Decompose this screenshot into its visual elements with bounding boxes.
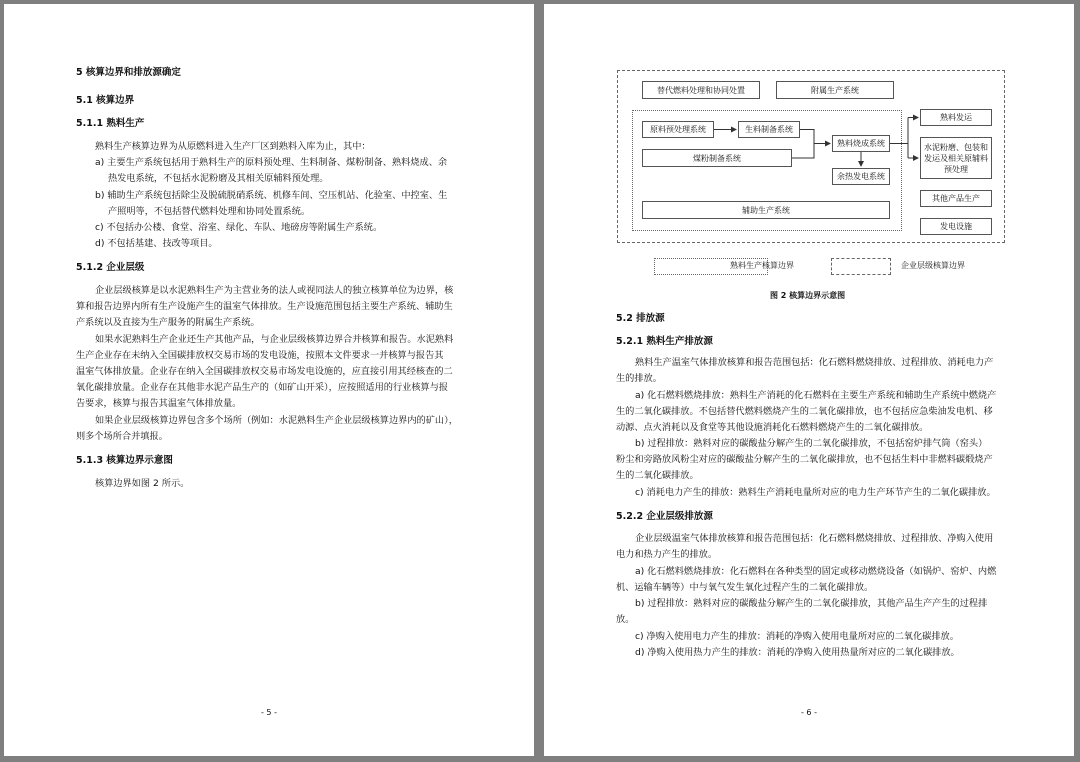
list-item-line: 机、运输车辆等）中与氧气发生氧化过程产生的二氧化碳排放。 [616,582,874,593]
paragraph-line: 熟料生产核算边界为从原燃料进入生产厂区到熟料入库为止，其中： [95,141,371,152]
subsection-heading: 5.2.1 熟料生产排放源 [616,336,713,347]
list-item-line: a) 化石燃料燃烧排放：化石燃料在各种类型的固定或移动燃烧设备（如锅炉、窑炉、内燃 [635,566,997,577]
clinker-shipping-box: 熟料发运 [920,109,992,126]
paragraph-line: 温室气体排放量。企业存在纳入全国碳排放权交易市场发电设施的，应直接引用其经核查的二 [76,366,453,377]
coal-mill-box: 煤粉制备系统 [642,149,792,167]
subsection-heading: 5.1.3 核算边界示意图 [76,455,173,466]
list-item-line: 热发电系统，不包括水泥粉磨及其相关原辅料预处理。 [108,173,329,184]
cement-grinding-box: 水泥粉磨、包装和发运及相关原辅料预处理 [920,137,992,179]
paragraph-line: 核算边界如图 2 所示。 [95,478,190,489]
section-heading: 5 核算边界和排放源确定 [76,67,181,78]
raw-meal-box: 生料制备系统 [738,121,800,138]
list-item-line: c) 消耗电力产生的排放：熟料生产消耗电量所对应的电力生产环节产生的二氧化碳排放。 [635,487,996,498]
power-facility-box: 发电设施 [920,218,992,235]
paragraph-line: 产系统以及直接为生产服务的附属生产系统。 [76,317,260,328]
legend-enterprise-swatch [831,258,891,275]
kiln-box: 熟料烧成系统 [832,135,890,152]
aux-production-box: 附属生产系统 [776,81,894,99]
list-item-line: c) 净购入使用电力产生的排放：消耗的净购入使用电量所对应的二氧化碳排放。 [635,631,959,642]
page-number: - 6 - [801,708,817,717]
list-item-line: 粉尘和旁路放风粉尘对应的碳酸盐分解产生的二氧化碳排放，也不包括生料中非燃料碳煅烧产 [616,454,993,465]
subsection-heading: 5.1 核算边界 [76,95,135,106]
subsection-heading: 5.2.2 企业层级排放源 [616,511,713,522]
waste-heat-box: 余热发电系统 [832,168,890,185]
other-products-box: 其他产品生产 [920,190,992,207]
legend-enterprise-label: 企业层级核算边界 [901,261,965,270]
page-number: - 5 - [261,708,277,717]
paragraph-line: 氧化碳排放量。企业存在其他非水泥产品生产的（如矿山开采），应按照适用的行业核算与报 [76,382,449,393]
paragraph-line: 算和报告边界内所有生产设施产生的温室气体排放。生产设施范围包括主要生产系统、辅助生 [76,301,453,312]
paragraph-line: 如果企业层级核算边界包含多个场所（例如：水泥熟料生产企业层级核算边界内的矿山）， [95,415,458,426]
list-item-line: 生的二氧化碳排放。 [616,470,699,481]
figure-caption: 图 2 核算边界示意图 [770,291,846,300]
list-item-line: a) 主要生产系统包括用于熟料生产的原料预处理、生料制备、煤粉制备、熟料烧成、余 [95,157,448,168]
paragraph-line: 如果水泥熟料生产企业还生产其他产品，与企业层级核算边界合并核算和报告。水泥熟料 [95,334,454,345]
paragraph-line: 生的排放。 [616,373,662,384]
list-item-line: b) 过程排放：熟料对应的碳酸盐分解产生的二氧化碳排放，其他产品生产产生的过程排 [635,598,988,609]
diagram-arrows [544,4,1074,304]
list-item-line: b) 过程排放：熟料对应的碳酸盐分解产生的二氧化碳排放，不包括窑炉排气筒（窑头） [635,438,988,449]
subsection-heading: 5.1.1 熟料生产 [76,118,145,129]
paragraph-line: 生产企业存在未纳入全国碳排放权交易市场的发电设施，按照本文件要求一并核算与报告其 [76,350,444,361]
paragraph-line: 则多个场所合并填报。 [76,431,168,442]
paragraph-line: 电力和热力产生的排放。 [616,549,718,560]
document-page-5 [4,4,534,756]
list-item-line: 动源、点火消耗以及食堂等其他设施消耗化石燃料燃烧产生的二氧化碳排放。 [616,422,929,433]
aux-system-box: 辅助生产系统 [642,201,890,219]
list-item-line: b) 辅助生产系统包括除尘及脱硫脱硝系统、机修车间、空压机站、化验室、中控室、生 [95,190,448,201]
paragraph-line: 企业层级温室气体排放核算和报告范围包括：化石燃料燃烧排放、过程排放、净购入使用 [635,533,994,544]
list-item-line: c) 不包括办公楼、食堂、浴室、绿化、车队、地磅房等附属生产系统。 [95,222,383,233]
raw-preprocessing-box: 原料预处理系统 [642,121,714,138]
list-item-line: 生的二氧化碳排放。不包括替代燃料燃烧产生的二氧化碳排放，也不包括应急柴油发电机、移 [616,406,993,417]
list-item-line: d) 不包括基建、技改等项目。 [95,238,218,249]
paragraph-line: 企业层级核算是以水泥熟料生产为主营业务的法人或视同法人的独立核算单位为边界，核 [95,285,454,296]
paragraph-line: 告要求，核算与报告其温室气体排放量。 [76,398,242,409]
list-item-line: a) 化石燃料燃烧排放：熟料生产消耗的化石燃料在主要生产系统和辅助生产系统中燃烧产 [635,390,997,401]
list-item-line: 产照明等，不包括替代燃料处理和协同处置系统。 [108,206,311,217]
alt-fuel-box: 替代燃料处理和协同处置 [642,81,760,99]
legend-clinker-label: 熟料生产核算边界 [730,261,794,270]
document-page-6 [544,4,1074,756]
paragraph-line: 熟料生产温室气体排放核算和报告范围包括：化石燃料燃烧排放、过程排放、消耗电力产 [635,357,994,368]
subsection-heading: 5.1.2 企业层级 [76,262,145,273]
list-item-line: 放。 [616,614,635,625]
subsection-heading: 5.2 排放源 [616,313,665,324]
list-item-line: d) 净购入使用热力产生的排放：消耗的净购入使用热量所对应的二氧化碳排放。 [635,647,960,658]
